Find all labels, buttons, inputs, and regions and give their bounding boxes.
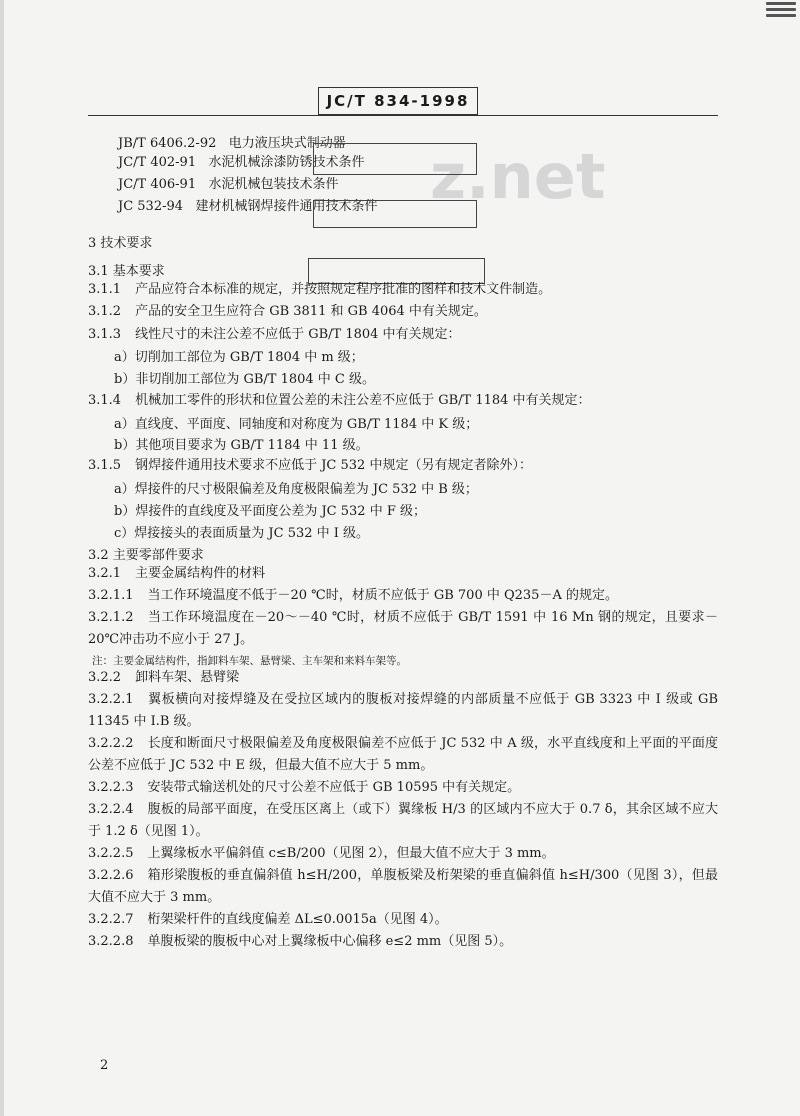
clause-3-2-2-3: 3.2.2.3 安装带式输送机处的尺寸公差不应低于 GB 10595 中有关规定。 — [88, 780, 521, 795]
section-heading: 3 技术要求 — [88, 236, 153, 251]
clause-3-1-4: 3.1.4 机械加工零件的形状和位置公差的未注公差不应低于 GB/T 1184 中有关规定： — [88, 393, 591, 408]
list-item: b）其他项目要求为 GB/T 1184 中 11 级。 — [114, 438, 369, 453]
note: 注：主要金属结构件，指卸料车架、悬臂梁、主车架和来料车架等。 — [92, 655, 407, 667]
clause-3-2-2: 3.2.2 卸料车架、悬臂梁 — [88, 670, 240, 685]
clause-3-2-1: 3.2.1 主要金属结构件的材料 — [88, 566, 266, 581]
list-item: c）焊接接头的表面质量为 JC 532 中 Ⅰ 级。 — [114, 526, 370, 541]
reference-item: JC 532-94 建材机械钢焊接件通用技术条件 — [118, 199, 378, 214]
reference-item: JB/T 6406.2-92 电力液压块式制动器 — [118, 136, 346, 151]
page-number: 2 — [100, 1058, 109, 1073]
reference-item: JC/T 406-91 水泥机械包装技术条件 — [118, 177, 339, 192]
scan-corner-mark — [766, 2, 796, 24]
clause-3-2-2-1: 3.2.2.1 翼板横向对接焊缝及在受拉区域内的腹板对接焊缝的内部质量不应低于 GB 3323 中 Ⅰ 级或 GB 11345 中 Ⅰ.B 级。 — [88, 692, 718, 729]
clause-3-1-2: 3.1.2 产品的安全卫生应符合 GB 3811 和 GB 4064 中有关规定。 — [88, 304, 487, 319]
list-item: a）切削加工部位为 GB/T 1804 中 m 级； — [114, 350, 364, 365]
watermark: z.net — [430, 140, 606, 213]
clause-3-2-2-6: 3.2.2.6 箱形梁腹板的垂直偏斜值 h≤H/200，单腹板梁及桁架梁的垂直偏斜值 h≤H/300（见图 3），但最大值不应大于 3 mm。 — [88, 868, 718, 905]
clause-3-1-1: 3.1.1 产品应符合本标准的规定，并按照规定程序批准的图样和技术文件制造。 — [88, 282, 552, 297]
scan-edge — [0, 0, 4, 1116]
header-rule — [88, 115, 718, 116]
clause-3-2-2-5: 3.2.2.5 上翼缘板水平偏斜值 c≤B/200（见图 2），但最大值不应大于 3 mm。 — [88, 846, 555, 861]
list-item: b）焊接件的直线度及平面度公差为 JC 532 中 F 级； — [114, 504, 426, 519]
clause-3-2-1-1: 3.2.1.1 当工作环境温度不低于－20 ℃时，材质不应低于 GB 700 中 Q235－A 的规定。 — [88, 588, 618, 603]
subsection-heading: 3.2 主要零部件要求 — [88, 548, 204, 563]
clause-3-2-2-4: 3.2.2.4 腹板的局部平面度，在受压区离上（或下）翼缘板 H/3 的区域内不应大于 0.7 δ，其余区域不应大于 1.2 δ（见图 1）。 — [88, 802, 718, 839]
list-item: a）直线度、平面度、同轴度和对称度为 GB/T 1184 中 K 级； — [114, 417, 479, 432]
stamp-box — [313, 200, 477, 228]
list-item: a）焊接件的尺寸极限偏差及角度极限偏差为 JC 532 中 B 级； — [114, 482, 478, 497]
clause-3-2-1-2: 3.2.1.2 当工作环境温度在－20～－40 ℃时，材质不应低于 GB/T 1591 中 16 Mn 钢的规定，且要求－20℃冲击功不应小于 27 J。 — [88, 610, 718, 647]
clause-3-2-2-8: 3.2.2.8 单腹板梁的腹板中心对上翼缘板中心偏移 e≤2 mm（见图 5）。 — [88, 934, 513, 949]
standard-code: JC/T 834-1998 — [318, 87, 478, 115]
stamp-box — [313, 143, 477, 175]
reference-item: JC/T 402-91 水泥机械涂漆防锈技术条件 — [118, 155, 365, 170]
clause-3-1-5: 3.1.5 钢焊接件通用技术要求不应低于 JC 532 中规定（另有规定者除外）： — [88, 458, 532, 473]
list-item: b）非切削加工部位为 GB/T 1804 中 C 级。 — [114, 372, 376, 387]
clause-3-1-3: 3.1.3 线性尺寸的未注公差不应低于 GB/T 1804 中有关规定： — [88, 327, 461, 342]
clause-3-2-2-2: 3.2.2.2 长度和断面尺寸极限偏差及角度极限偏差不应低于 JC 532 中 A 级，水平直线度和上平面的平面度公差不应低于 JC 532 中 E 级，但最大值不应大于 5 mm。 — [88, 736, 718, 773]
clause-3-2-2-7: 3.2.2.7 桁架梁杆件的直线度偏差 ΔL≤0.0015a（见图 4）。 — [88, 912, 448, 927]
subsection-heading: 3.1 基本要求 — [88, 264, 165, 279]
